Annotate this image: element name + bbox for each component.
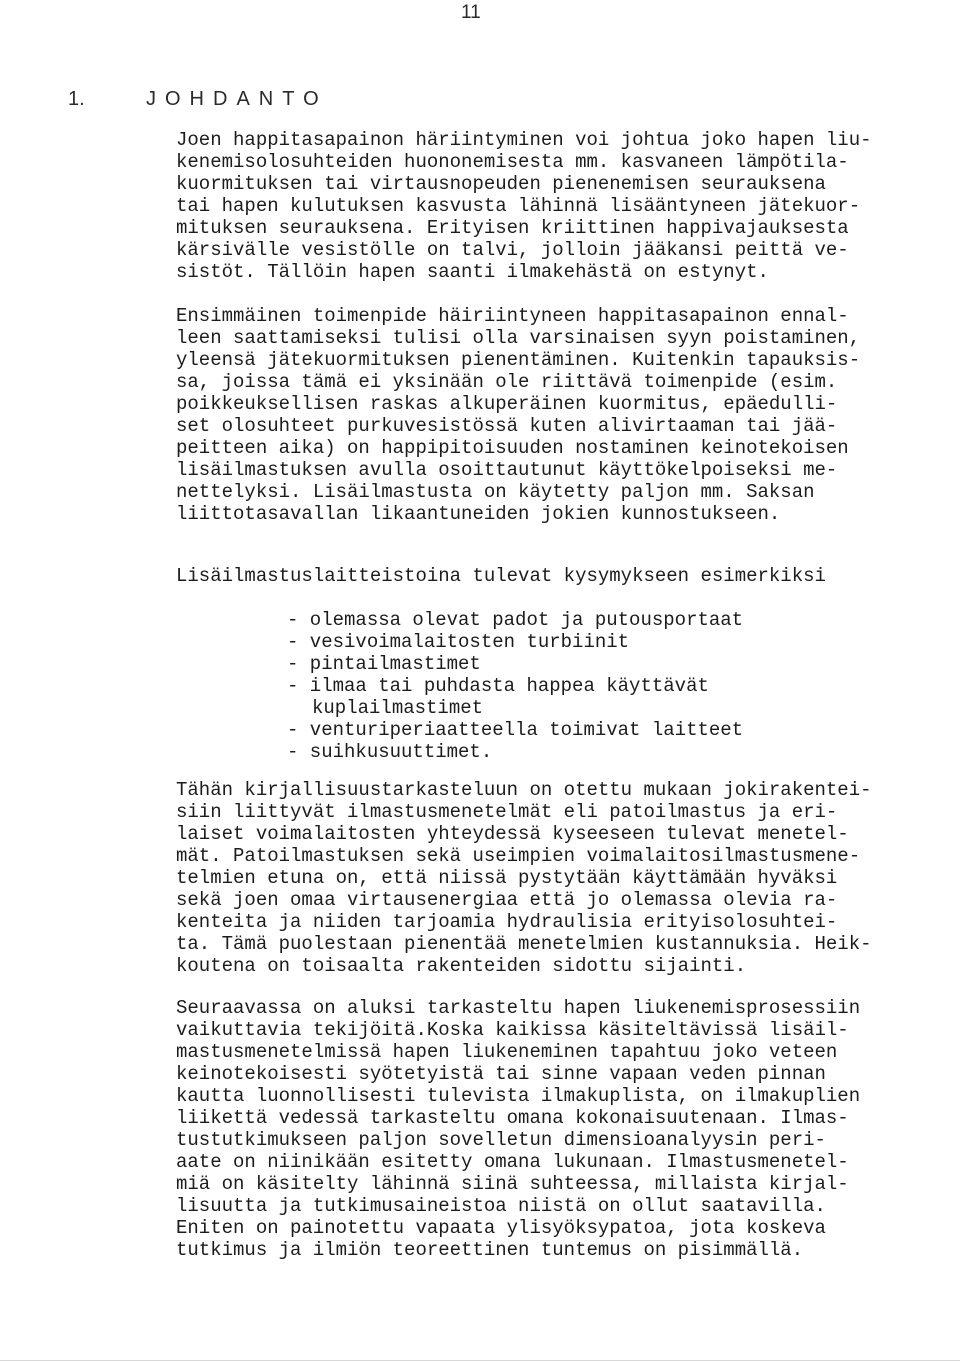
- list-item-continuation: kuplailmastimet: [312, 697, 484, 719]
- page-number: 11: [461, 2, 481, 23]
- text-line: nettelyksi. Lisäilmastusta on käytetty paljon mm. Saksan: [176, 481, 815, 503]
- text-line: Tähän kirjallisuustarkasteluun on otettu mukaan jokirakentei-: [176, 779, 872, 801]
- text-line: tutkimus ja ilmiön teoreettinen tuntemus on pisimmällä.: [176, 1239, 804, 1261]
- text-line: sekä joen omaa virtausenergiaa että jo olemassa olevia ra-: [176, 889, 838, 911]
- text-line: tai hapen kulutuksen kasvusta lähinnä lisääntyneen jätekuor-: [176, 195, 861, 217]
- text-line: koutena on toisaalta rakenteiden sidottu sijainti.: [176, 955, 747, 977]
- text-line: Joen happitasapainon häriintyminen voi johtua joko hapen liu-: [176, 129, 872, 151]
- text-line: mät. Patoilmastuksen sekä useimpien voimalaitosilmastusmene-: [176, 845, 861, 867]
- text-line: tustutkimukseen paljon sovelletun dimensioanalyysin peri-: [176, 1129, 826, 1151]
- list-item: - pintailmastimet: [287, 653, 481, 675]
- list-item: - olemassa olevat padot ja putousportaat: [287, 609, 744, 631]
- text-line: Seuraavassa on aluksi tarkasteltu hapen liukenemisprosessiin: [176, 997, 861, 1019]
- text-line: lisuutta ja tutkimusaineistoa niistä on ollut saatavilla.: [176, 1195, 826, 1217]
- text-line: poikkeuksellisen raskas alkuperäinen kuormitus, epäedulli-: [176, 393, 838, 415]
- text-line: keinotekoisesti syötetyistä tai sinne vapaan veden pinnan: [176, 1063, 826, 1085]
- text-line: kautta luonnollisesti tulevista ilmakuplista, on ilmakuplien: [176, 1085, 861, 1107]
- text-line: kuormituksen tai virtausnopeuden pienenemisen seurauksena: [176, 173, 826, 195]
- text-line: telmien etuna on, että niissä pystytään käyttämään hyväksi: [176, 867, 838, 889]
- text-line: aate on niinikään esitetty omana lukunaan. Ilmastusmenetel-: [176, 1151, 849, 1173]
- text-line: kenteita ja niiden tarjoamia hydraulisia erityisolosuhtei-: [176, 911, 838, 933]
- list-item: - venturiperiaatteella toimivat laitteet: [287, 719, 744, 741]
- text-line: sa, joissa tämä ei yksinään ole riittävä toimenpide (esim.: [176, 371, 838, 393]
- text-line: miä on käsitelty lähinnä siinä suhteessa, millaista kirjal-: [176, 1173, 849, 1195]
- list-item: - ilmaa tai puhdasta happea käyttävät: [287, 675, 709, 697]
- text-line: set olosuhteet purkuvesistössä kuten alivirtaaman tai jää-: [176, 415, 838, 437]
- text-line: yleensä jätekuormituksen pienentäminen. Kuitenkin tapauksis-: [176, 349, 861, 371]
- text-line: ta. Tämä puolestaan pienentää menetelmien kustannuksia. Heik-: [176, 933, 872, 955]
- text-line: siin liittyvät ilmastusmenetelmät eli patoilmastus ja eri-: [176, 801, 838, 823]
- text-line: peitteen aika) on happipitoisuuden nostaminen keinotekoisen: [176, 437, 849, 459]
- text-line: Lisäilmastuslaitteistoina tulevat kysymykseen esimerkiksi: [176, 565, 826, 587]
- list-item: - vesivoimalaitosten turbiinit: [287, 631, 630, 653]
- text-line: vaikuttavia tekijöitä.Koska kaikissa käsiteltävissä lisäil-: [176, 1019, 849, 1041]
- text-line: laiset voimalaitosten yhteydessä kyseeseen tulevat menetel-: [176, 823, 849, 845]
- text-line: liittotasavallan likaantuneiden jokien kunnostukseen.: [176, 503, 781, 525]
- text-line: mastusmenetelmissä hapen liukeneminen tapahtuu joko veteen: [176, 1041, 838, 1063]
- text-line: liikettä vedessä tarkasteltu omana kokonaisuutenaan. Ilmas-: [176, 1107, 849, 1129]
- text-line: sistöt. Tällöin hapen saanti ilmakehästä on estynyt.: [176, 261, 769, 283]
- text-line: leen saattamiseksi tulisi olla varsinaisen syyn poistaminen,: [176, 327, 861, 349]
- text-line: kenemisolosuhteiden huononemisesta mm. kasvaneen lämpötila-: [176, 151, 849, 173]
- text-line: mituksen seurauksena. Erityisen kriittinen happivajauksesta: [176, 217, 849, 239]
- text-line: Eniten on painotettu vapaata ylisyöksypatoa, jota koskeva: [176, 1217, 826, 1239]
- chapter-title: JOHDANTO: [146, 88, 328, 110]
- text-line: Ensimmäinen toimenpide häiriintyneen happitasapainon ennal-: [176, 305, 849, 327]
- chapter-number: 1.: [68, 88, 85, 110]
- list-item: - suihkusuuttimet.: [287, 741, 493, 763]
- text-line: kärsivälle vesistölle on talvi, jolloin jääkansi peittä ve-: [176, 239, 849, 261]
- text-line: lisäilmastuksen avulla osoittautunut käyttökelpoiseksi me-: [176, 459, 838, 481]
